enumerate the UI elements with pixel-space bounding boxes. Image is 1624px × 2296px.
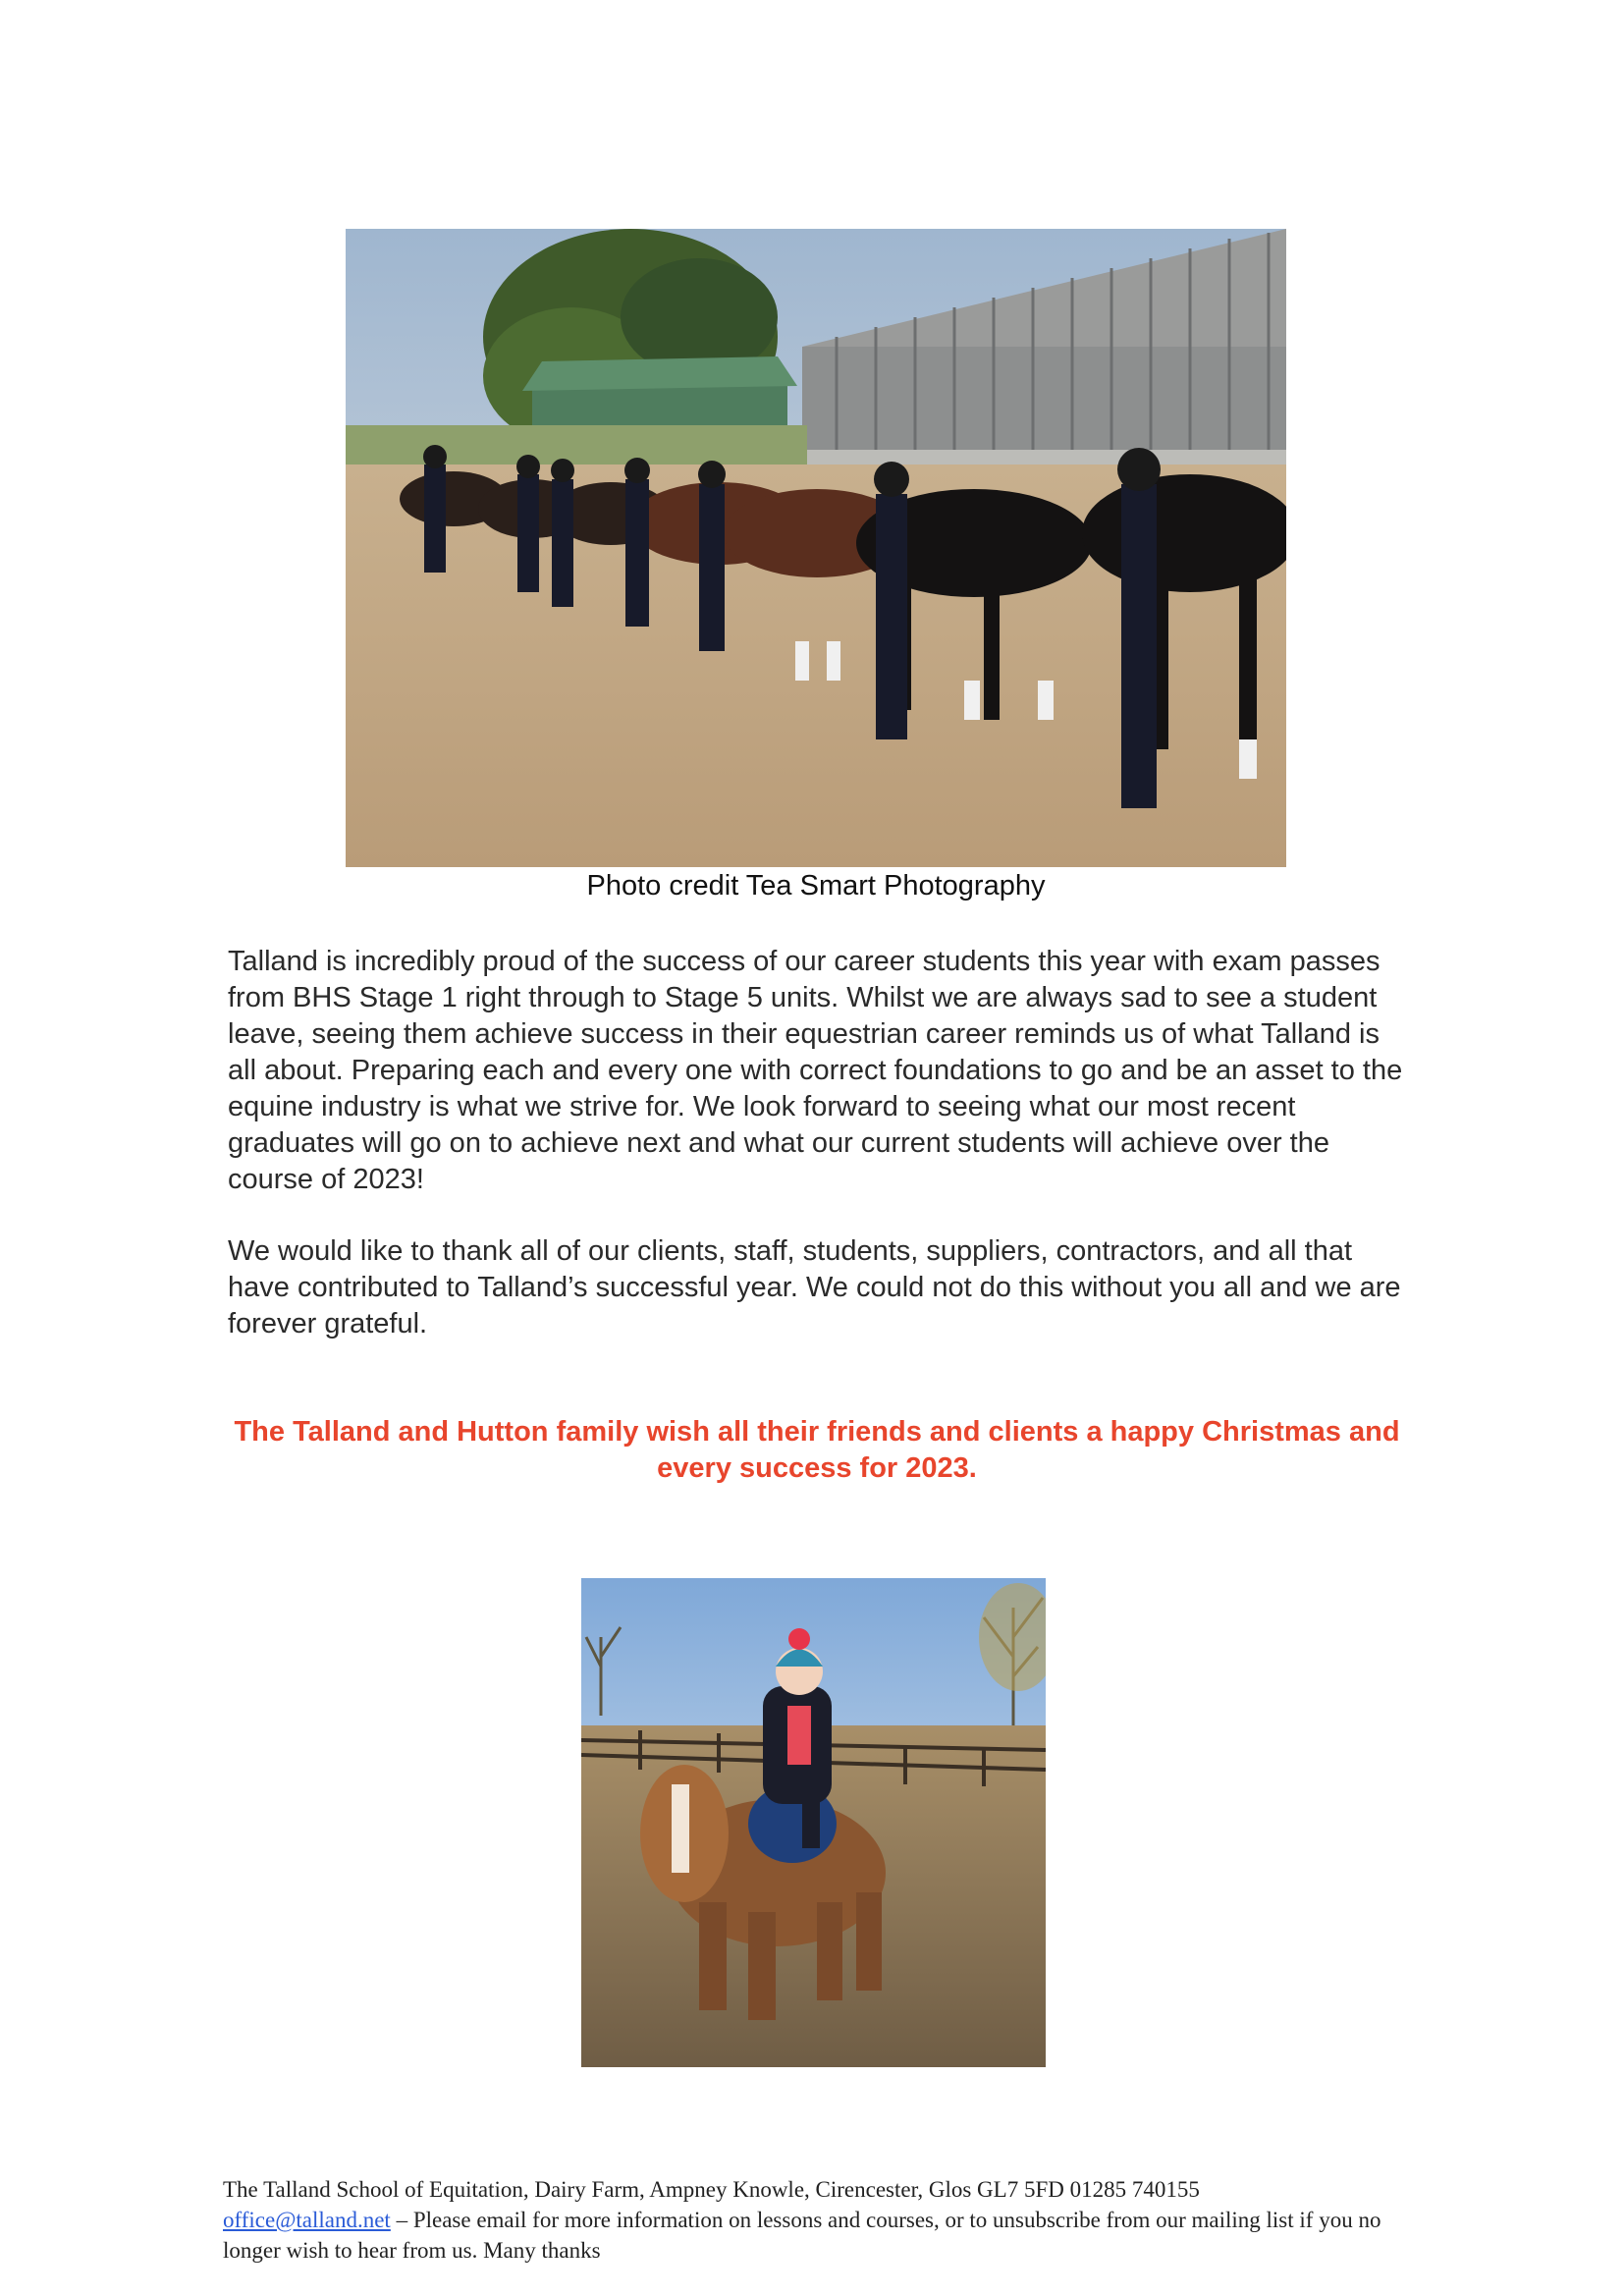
christmas-greeting: The Talland and Hutton family wish all their friends and clients a happy Christmas and every success for 2023.: [234, 1416, 1400, 1484]
footer-note: – Please email for more information on lessons and courses, or to unsubscribe from our mailing list if you no longer wish to hear from us. Many thanks: [223, 2208, 1381, 2263]
footer-contact: [223, 2174, 1421, 2266]
body-paragraph-thanks: We would like to thank all of our clients, staff, students, suppliers, contractors, and all that have contributed to Talland’s successful year. We could not do this without you all and we are forever grateful.: [228, 1235, 1401, 1339]
footer-email-line: [223, 2205, 1421, 2266]
footer-address: The Talland School of Equitation, Dairy Farm, Ampney Knowle, Cirencester, Glos GL7 5FD 01285 740155: [223, 2177, 1200, 2202]
photo-caption: Photo credit Tea Smart Photography: [586, 870, 1046, 902]
body-paragraph-students: Talland is incredibly proud of the success of our career students this year with exam passes from BHS Stage 1 right through to Stage 5 units. Whilst we are always sad to see a student leave, seeing them achieve success in their equestrian career reminds us of what Talland is all about. Preparing each and every one with correct foundations to go and be an asset to the equine industry is what we strive for. We look forward to seeing what our most recent graduates will go on to achieve next and what our current students will achieve over the course of 2023!: [228, 946, 1403, 1195]
child-on-pony-photo: [581, 1578, 1046, 2067]
email-link[interactable]: office@talland.net: [223, 2208, 391, 2232]
horses-line-photo: [346, 229, 1286, 867]
